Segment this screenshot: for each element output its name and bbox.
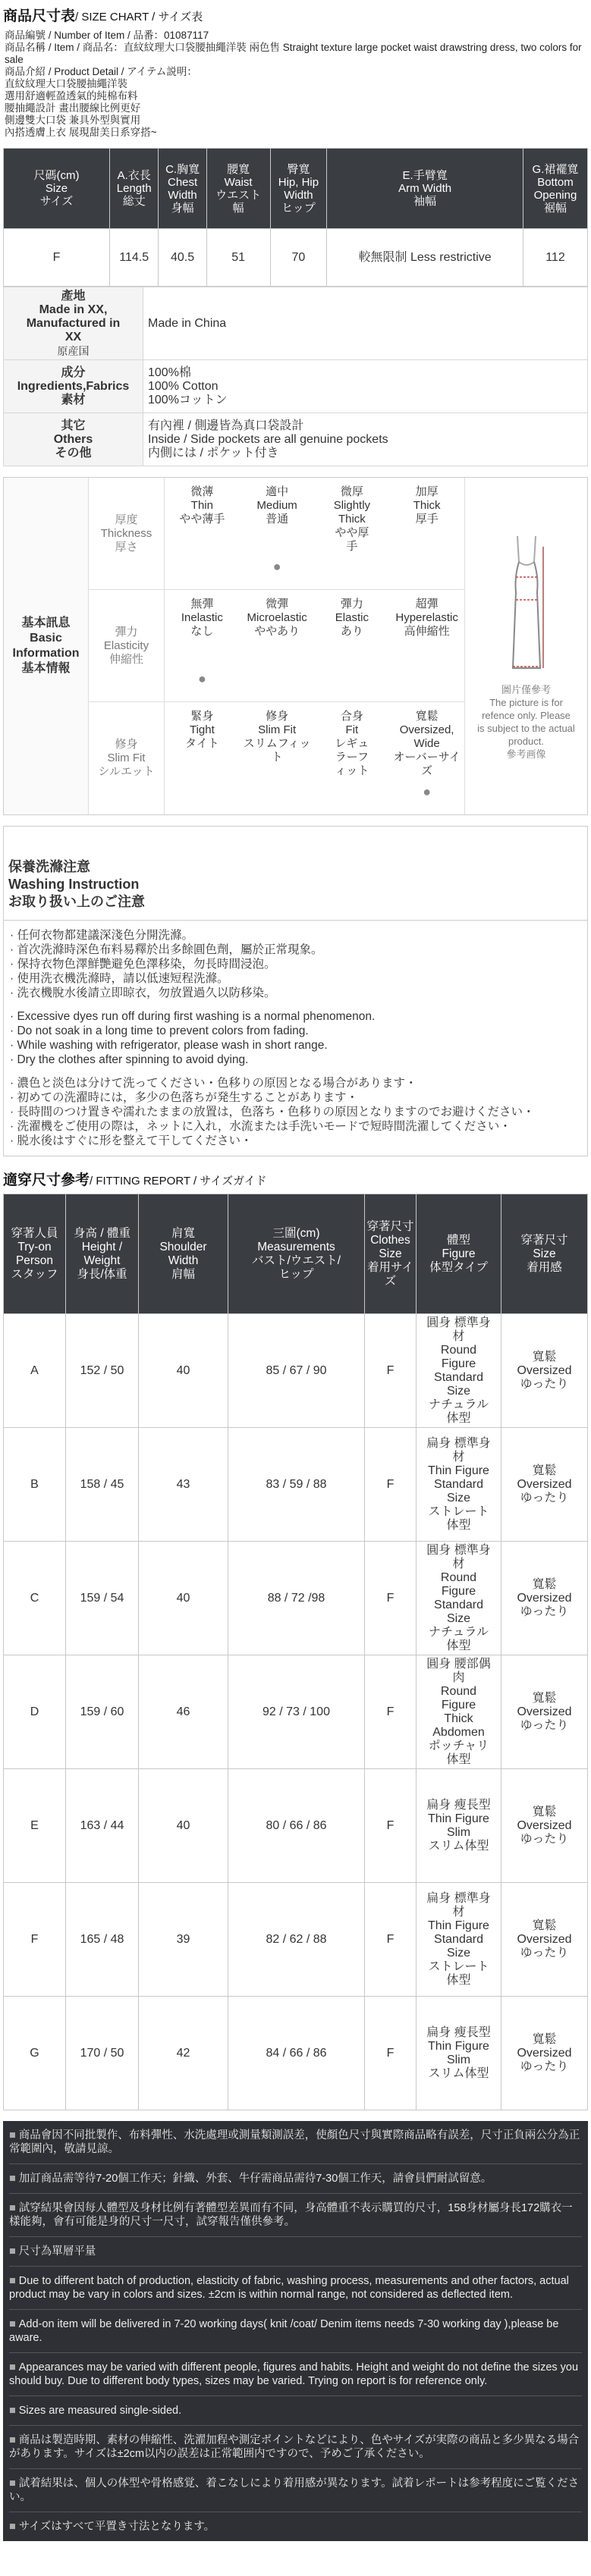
item-number: 商品編號 / Number of Item / 品番：01087117 — [5, 30, 209, 41]
table-cell: 170 / 50 — [66, 1997, 139, 2110]
others-value: 有內裡 / 側邊皆為真口袋設計 Inside / Side pockets are all genuine pockets 内側には / ポケット付き — [143, 413, 588, 466]
table-cell: 扁身 瘦長型 Thin Figure Slim スリム体型 — [417, 1997, 501, 2110]
chest-header: C.胸寬 Chest Width 身幅 — [159, 149, 206, 229]
fitting-table — [3, 1194, 588, 2110]
thickness-option-medium: 適中 Medium 普通 — [256, 485, 297, 526]
table-cell: 83 / 59 / 88 — [228, 1428, 365, 1542]
washing-title: 保養洗滌注意 Washing Instruction お取り扱い上のご注意 — [4, 827, 587, 921]
table-cell: 46 — [139, 1655, 228, 1769]
table-row — [4, 413, 588, 466]
table-cell: 寬鬆 Oversized ゆったり — [501, 1655, 588, 1769]
detail-line: 側邊雙大口袋 兼具外型與實用 — [5, 115, 141, 126]
fit-header: 穿著尺寸 Size 着用感 — [501, 1194, 588, 1314]
table-cell: 40.5 — [159, 229, 206, 287]
bullet-square-icon: ■ — [9, 2361, 16, 2374]
table-row — [4, 1428, 588, 1542]
fit-option-regular: 合身 Fit レギュ ラーフ ィット — [335, 710, 369, 777]
person-header: 穿著人員 Try-on Person スタッフ — [4, 1194, 66, 1314]
bullet-square-icon: ■ — [9, 2318, 16, 2330]
table-cell: 88 / 72 /98 — [228, 1542, 365, 1655]
selected-dot-icon: ● — [272, 559, 281, 574]
table-cell: 43 — [139, 1428, 228, 1542]
thickness-row — [89, 478, 464, 590]
note-item: ■ 試穿結果會因每人體型及身材比例有著體型差異而有不同，身高體重不表示購買的尺寸，158身材屬身長172購衣一樣能夠，會有可能是身的尺寸一尺寸，試穿報告僅供參考。 — [9, 2194, 582, 2237]
note-item: ■ サイズはすべて平置き寸法となります。 — [9, 2521, 215, 2533]
info-table — [3, 287, 588, 466]
table-cell: 114.5 — [110, 229, 159, 287]
table-row — [4, 1883, 588, 1997]
table-cell: 39 — [139, 1883, 228, 1997]
note-item: ■ Sizes are measured single-sided. — [9, 2396, 582, 2426]
table-row — [4, 1314, 588, 1428]
table-cell: 80 / 66 / 86 — [228, 1769, 365, 1883]
table-cell: 寬鬆 Oversized ゆったり — [501, 1883, 588, 1997]
note-item: ■ 商品會因不同批製作、布料彈性、水洗處理或測量類測誤差，使顏色尺寸與實際商品略有誤差，尺寸正負兩公分為正常範圍內，敬請見諒。 — [9, 2121, 582, 2164]
table-cell: F — [365, 1428, 417, 1542]
table-cell: 92 / 73 / 100 — [228, 1655, 365, 1769]
table-cell: 84 / 66 / 86 — [228, 1997, 365, 2110]
table-cell: 165 / 48 — [66, 1883, 139, 1997]
table-cell: 扁身 標準身 材 Thin Figure Standard Size ストレート 体型 — [417, 1428, 501, 1542]
table-cell: 寬鬆 Oversized ゆったり — [501, 1428, 588, 1542]
thickness-option-slightly-thick: 微厚 Slightly Thick やや厚 手 — [333, 485, 371, 553]
dress-outline-icon — [496, 532, 557, 676]
table-row — [4, 1769, 588, 1883]
item-name: 商品名稱 / Item / 商品名：直紋紋理大口袋腰抽繩洋裝 兩色售 Straight texture large pocket waist drawstring dress, two colors for sale — [5, 42, 582, 65]
origin-label: 產地 Made in XX, Manufactured in XX 原産国 — [4, 287, 143, 360]
figure-header: 體型 Figure 体型タイプ — [417, 1194, 501, 1314]
table-cell: 163 / 44 — [66, 1769, 139, 1883]
table-cell: 寬鬆 Oversized ゆったり — [501, 1997, 588, 2110]
shoulder-header: 肩寬 Shoulder Width 肩幅 — [139, 1194, 228, 1314]
detail-line: 直紋紋理大口袋腰抽繩洋裝 — [5, 78, 127, 89]
elasticity-option-elastic: 彈力 Elastic あり — [335, 598, 369, 638]
size-header: 尺碼(cm) Size サイズ — [4, 149, 110, 229]
elasticity-option-inelastic: 無彈 Inelastic なし — [181, 598, 223, 638]
note-item: ■ Appearances may be varied with different people, figures and habits. Height and weight do not define the sizes you should buy. Due to different body types, sizes may be varied. Trying on report is for reference only. — [9, 2353, 582, 2396]
table-row — [4, 287, 588, 360]
thickness-option-thick: 加厚 Thick 厚手 — [413, 485, 441, 526]
thickness-label: 厚度 Thickness 厚さ — [89, 478, 165, 589]
table-cell: 圓身 標準身 材 Round Figure Standard Size ナチュラル 体型 — [417, 1314, 501, 1428]
note-item: ■ 試着結果は、個人の体型や骨格感覚、着こなしにより着用感が異なります。試着レポートは参考程度にご覧ください。 — [9, 2469, 582, 2512]
dress-diagram: 圖片僅參考 The picture is for refence only. Please is subject to the actual product. 參考画像 — [464, 478, 587, 814]
table-cell: 82 / 62 / 88 — [228, 1883, 365, 1997]
bullet-square-icon: ■ — [9, 2275, 16, 2287]
selected-dot-icon: ● — [423, 784, 432, 799]
waist-header: 腰寬 Waist ウエスト 幅 — [206, 149, 270, 229]
table-cell: F — [365, 1769, 417, 1883]
clothes-size-header: 穿著尺寸 Clothes Size 着用サイズ — [365, 1194, 417, 1314]
basic-information-label: 基本訊息 Basic Information 基本情報 — [4, 478, 89, 814]
note-item: ■ 加訂商品需等待7-20個工作天；針織、外套、牛仔需商品需待7-30個工作天，請會員們耐試留意。 — [9, 2164, 582, 2194]
fit-indicator — [165, 784, 464, 814]
detail-label: 商品介紹 / Product Detail / アイテム説明： — [5, 66, 197, 77]
table-cell: F — [365, 1883, 417, 1997]
table-row — [4, 360, 588, 413]
table-row — [4, 1655, 588, 1769]
note-item: ■ 商品は製造時期、素材の伸縮性、洗濯加程や測定ポイントなどにより、色やサイズが実際の商品と多少異なる場合があります。サイズは±2cm以内の誤差は正常範囲内ですので、予めご了承ください。 — [9, 2426, 582, 2469]
table-row — [4, 229, 588, 287]
detail-line: 內搭透膚上衣 展現甜美日系穿搭~ — [5, 127, 157, 138]
table-cell: 159 / 54 — [66, 1542, 139, 1655]
fit-option-oversized: 寬鬆 Oversized, Wide オーバーサイ ズ — [393, 710, 461, 777]
table-cell: 152 / 50 — [66, 1314, 139, 1428]
table-cell: G — [4, 1997, 66, 2110]
table-cell: 扁身 瘦長型 Thin Figure Slim スリム体型 — [417, 1769, 501, 1883]
table-cell: 51 — [206, 229, 270, 287]
table-cell: 42 — [139, 1997, 228, 2110]
fabric-label: 成分 Ingredients,Fabrics 素材 — [4, 360, 143, 413]
slim-fit-label: 修身 Slim Fit シルエット — [89, 702, 165, 814]
table-cell: 較無限制 Less restrictive — [327, 229, 523, 287]
table-cell: A — [4, 1314, 66, 1428]
notes-panel — [3, 2121, 588, 2541]
bullet-square-icon: ■ — [9, 2477, 16, 2490]
table-row — [4, 1997, 588, 2110]
washing-instruction-panel — [3, 826, 588, 1156]
table-row — [4, 1542, 588, 1655]
table-cell: 70 — [270, 229, 327, 287]
fitting-report-title: 適穿尺寸參考/ FITTING REPORT / サイズガイド — [3, 1172, 267, 1188]
table-cell: F — [4, 1883, 66, 1997]
detail-line: 腰抽繩設計 畫出腰線比例更好 — [5, 102, 141, 114]
detail-line: 選用舒適輕盈透氣的純棉布料 — [5, 90, 138, 102]
bullet-square-icon: ■ — [9, 2173, 16, 2185]
table-cell: 40 — [139, 1769, 228, 1883]
selected-dot-icon: ● — [197, 671, 206, 686]
table-cell: 40 — [139, 1542, 228, 1655]
product-intro — [3, 25, 588, 139]
slim-fit-row — [89, 702, 464, 814]
elasticity-indicator — [165, 671, 464, 701]
fit-option-tight: 緊身 Tight タイト — [185, 710, 219, 750]
table-cell: D — [4, 1655, 66, 1769]
height-weight-header: 身高 / 體重 Height / Weight 身長/体重 — [66, 1194, 139, 1314]
note-item: ■ Due to different batch of production, elasticity of fabric, washing process, measurements and other factors, actual product may be vary in colors and sizes. ±2cm is within normal range, not considered as deflected item. — [9, 2267, 582, 2310]
bottom-header: G.裙襬寬 Bottom Opening 裾幅 — [523, 149, 587, 229]
note-item: ■ Add-on item will be delivered in 7-20 working days( knit /coat/ Denim items needs 7-30 working day ),please be aware. — [9, 2310, 582, 2353]
hip-header: 臀寬 Hip, Hip Width ヒップ — [270, 149, 327, 229]
elasticity-label: 彈力 Elasticity 伸縮性 — [89, 590, 165, 701]
table-cell: 寬鬆 Oversized ゆったり — [501, 1314, 588, 1428]
table-cell: F — [365, 1655, 417, 1769]
elasticity-option-microelastic: 微彈 Microelastic ややあり — [247, 598, 307, 638]
attribute-grid — [89, 478, 464, 814]
table-cell: E — [4, 1769, 66, 1883]
fit-option-slim: 修身 Slim Fit スリムフィッ ト — [243, 710, 311, 764]
table-cell: B — [4, 1428, 66, 1542]
washing-body: · 任何衣物都建議深淺色分開洗滌。 · 首次洗滌時深色布料易釋於出多餘圓色劑，屬於正常現象。 · 保持衣物色澤鮮艷避免色澤移染，勿長時間浸泡。 · 使用洗衣機洗滌時，請以低速短程洗滌。 · 洗衣機脫水後請立即晾衣，勿放置過久以防移染。 · Excessive dyes run off during first washing is a normal phenomenon. · Do not soak in a long time to prevent colors from fading. · While washing with refrigerator, please wash in short range. · Dry the clothes after spinning to avoid dying. · 濃色と淡色は分けて洗ってください・色移りの原因となる場合があります・ · 初めての洗濯時には，多少の色落ちが発生することがあります・ · 長時間のつけ置きや濡れたままの放置は，色落ち・色移りの原因となりますのでお避けください・ · 洗濯機をご使用の際は，ネットに入れ，水流または手洗いモードで短時間洗濯してください・ · 脱水後はすぐに形を整えて干してください・ — [10, 929, 535, 1147]
origin-value: Made in China — [143, 287, 588, 360]
table-cell: 寬鬆 Oversized ゆったり — [501, 1769, 588, 1883]
elasticity-option-hyperelastic: 超彈 Hyperelastic 高伸縮性 — [395, 598, 458, 638]
thickness-option-thin: 微薄 Thin やや薄手 — [179, 485, 225, 526]
arm-header: E.手臂寬 Arm Width 袖幅 — [327, 149, 523, 229]
table-cell: F — [365, 1997, 417, 2110]
bullet-square-icon: ■ — [9, 2245, 16, 2258]
bullet-square-icon: ■ — [9, 2202, 16, 2214]
table-cell: F — [4, 229, 110, 287]
table-cell: 159 / 60 — [66, 1655, 139, 1769]
table-cell: 扁身 標準身 材 Thin Figure Standard Size ストレート 体型 — [417, 1883, 501, 1997]
table-cell: F — [365, 1542, 417, 1655]
table-cell: C — [4, 1542, 66, 1655]
table-cell: 85 / 67 / 90 — [228, 1314, 365, 1428]
thickness-indicator — [165, 559, 464, 589]
size-chart-title: 商品尺寸表/ SIZE CHART / サイズ表 — [3, 8, 203, 24]
table-cell: 圓身 標準身 材 Round Figure Standard Size ナチュラル 体型 — [417, 1542, 501, 1655]
table-cell: 40 — [139, 1314, 228, 1428]
fabric-value: 100%棉 100% Cotton 100%コットン — [143, 360, 588, 413]
table-cell: F — [365, 1314, 417, 1428]
table-cell: 158 / 45 — [66, 1428, 139, 1542]
basic-information-panel — [3, 477, 588, 815]
note-item: ■ 尺寸為單層平量 — [9, 2237, 582, 2267]
measurements-header: 三圍(cm) Measurements バスト/ウエスト/ ヒップ — [228, 1194, 365, 1314]
others-label: 其它 Others その他 — [4, 413, 143, 466]
length-header: A.衣長 Length 総丈 — [110, 149, 159, 229]
elasticity-row — [89, 590, 464, 702]
table-cell: 112 — [523, 229, 587, 287]
bullet-square-icon: ■ — [9, 2129, 16, 2141]
bullet-square-icon: ■ — [9, 2521, 16, 2533]
bullet-square-icon: ■ — [9, 2434, 16, 2446]
bullet-square-icon: ■ — [9, 2405, 16, 2417]
table-cell: 寬鬆 Oversized ゆったり — [501, 1542, 588, 1655]
size-table — [3, 148, 588, 287]
table-cell: 圓身 腰部偶 肉 Round Figure Thick Abdomen ポッチャリ 体型 — [417, 1655, 501, 1769]
